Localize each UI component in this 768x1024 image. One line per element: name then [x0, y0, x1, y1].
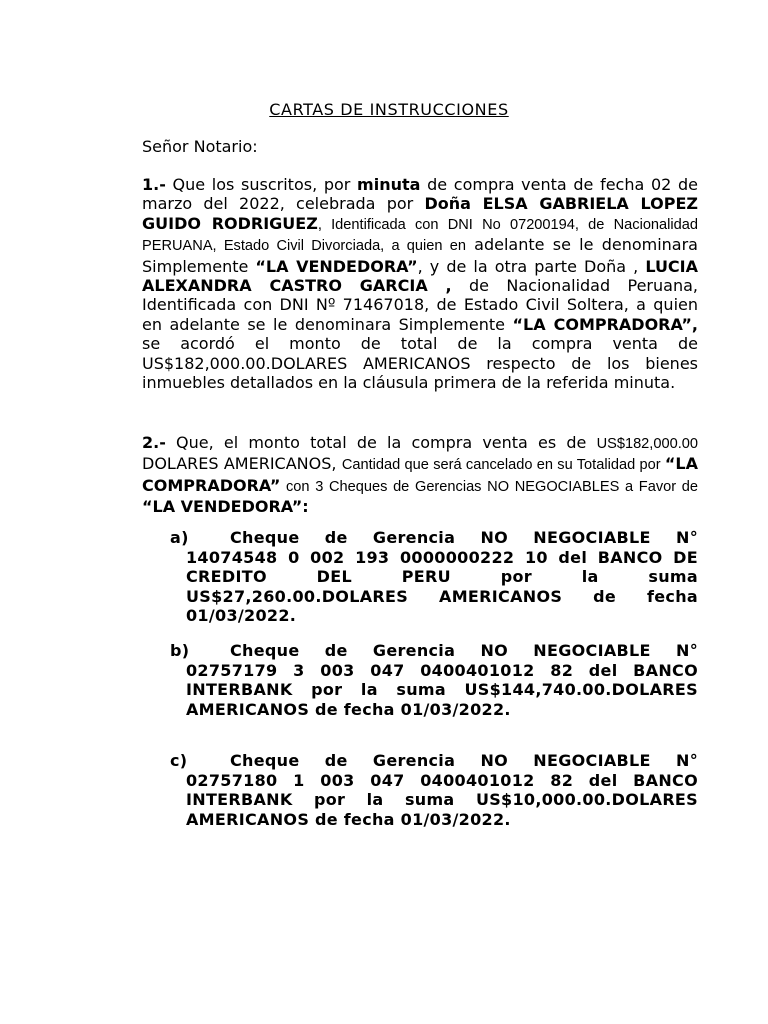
p2-text-5: con 3 Cheques de Gerencias NO NEGOCIABLES a Favor de: [280, 478, 698, 495]
p1-text-5: , y de la otra parte Doña ,: [417, 256, 646, 276]
list-item: [170, 751, 698, 829]
list-item-text: Cheque de Gerencia NO NEGOCIABLE N° 02757179 3 003 047 0400401012 82 del BANCO INTERBANK por la suma US$144,740.00.DOLARES AMERICANOS de fecha 01/03/2022.: [186, 641, 698, 719]
p1-text-7: se acordó el monto de total de la compra venta de US$182,000.00.DOLARES AMERICANOS respecto de los bienes inmuebles detallados en la cláusula primera de la referida minuta.: [142, 334, 698, 393]
list-item-label: a): [170, 528, 189, 547]
list-item: [170, 641, 698, 719]
paragraph-1-number: 1.-: [142, 175, 166, 194]
paragraph-1: [142, 175, 698, 392]
p2-bold-1: “LA COMPRADORA”: [142, 454, 698, 495]
p2-text-1: Que, el monto total de la compra venta es de: [165, 433, 597, 452]
p2-text-3: DOLARES AMERICANOS,: [142, 454, 342, 474]
paragraph-2: [142, 433, 698, 517]
list-item-text: Cheque de Gerencia NO NEGOCIABLE N° 14074548 0 002 193 0000000222 10 del BANCO DE CREDITO DEL PERU por la suma US$27,260.00.DOLARES AMERICANOS de fecha 01/03/2022.: [186, 528, 698, 625]
paragraph-2-number: 2.-: [142, 433, 166, 452]
list-item: [170, 528, 698, 626]
list-item-label: c): [170, 751, 188, 770]
p1-text-3: , Identificada con DNI No 07200194, de Nacionalidad PERUANA, Estado Civil Divorciada, a quien en: [142, 216, 698, 255]
p1-bold-3: “LA VENDEDORA”: [255, 256, 418, 276]
p2-text-4: Cantidad que será cancelado en su Totalidad por: [341, 457, 665, 474]
p1-text-6: de Nacionalidad Peruana, Identificada con DNI Nº 71467018, de Estado Civil Soltera, a quien en adelante se le denominara Simplemente: [142, 276, 698, 334]
p1-text-4: adelante se le denominara Simplemente: [142, 235, 698, 276]
p1-text-1: Que los suscritos, por: [165, 175, 358, 194]
list-item-label: b): [170, 641, 190, 660]
list-item-text: Cheque de Gerencia NO NEGOCIABLE N° 02757180 1 003 047 0400401012 82 del BANCO INTERBANK por la suma US$10,000.00.DOLARES AMERICANOS de fecha 01/03/2022.: [186, 751, 698, 829]
greeting: Señor Notario:: [142, 137, 258, 156]
p1-bold-5: “LA COMPRADORA”,: [512, 314, 699, 334]
p2-bold-2: “LA VENDEDORA”:: [142, 497, 309, 517]
document-title: [0, 100, 768, 119]
p1-bold-4: LUCIA ALEXANDRA CASTRO GARCIA ,: [142, 256, 699, 296]
p1-text-2: de compra venta de fecha 02 de marzo del 2022, celebrada por: [142, 175, 699, 214]
p1-bold-1: minuta: [357, 175, 421, 194]
title-text: CARTAS DE INSTRUCCIONES: [269, 100, 509, 119]
p2-amount: US$182,000.00: [596, 436, 698, 452]
p1-bold-2: Doña ELSA GABRIELA LOPEZ GUIDO RODRIGUEZ: [142, 194, 698, 233]
